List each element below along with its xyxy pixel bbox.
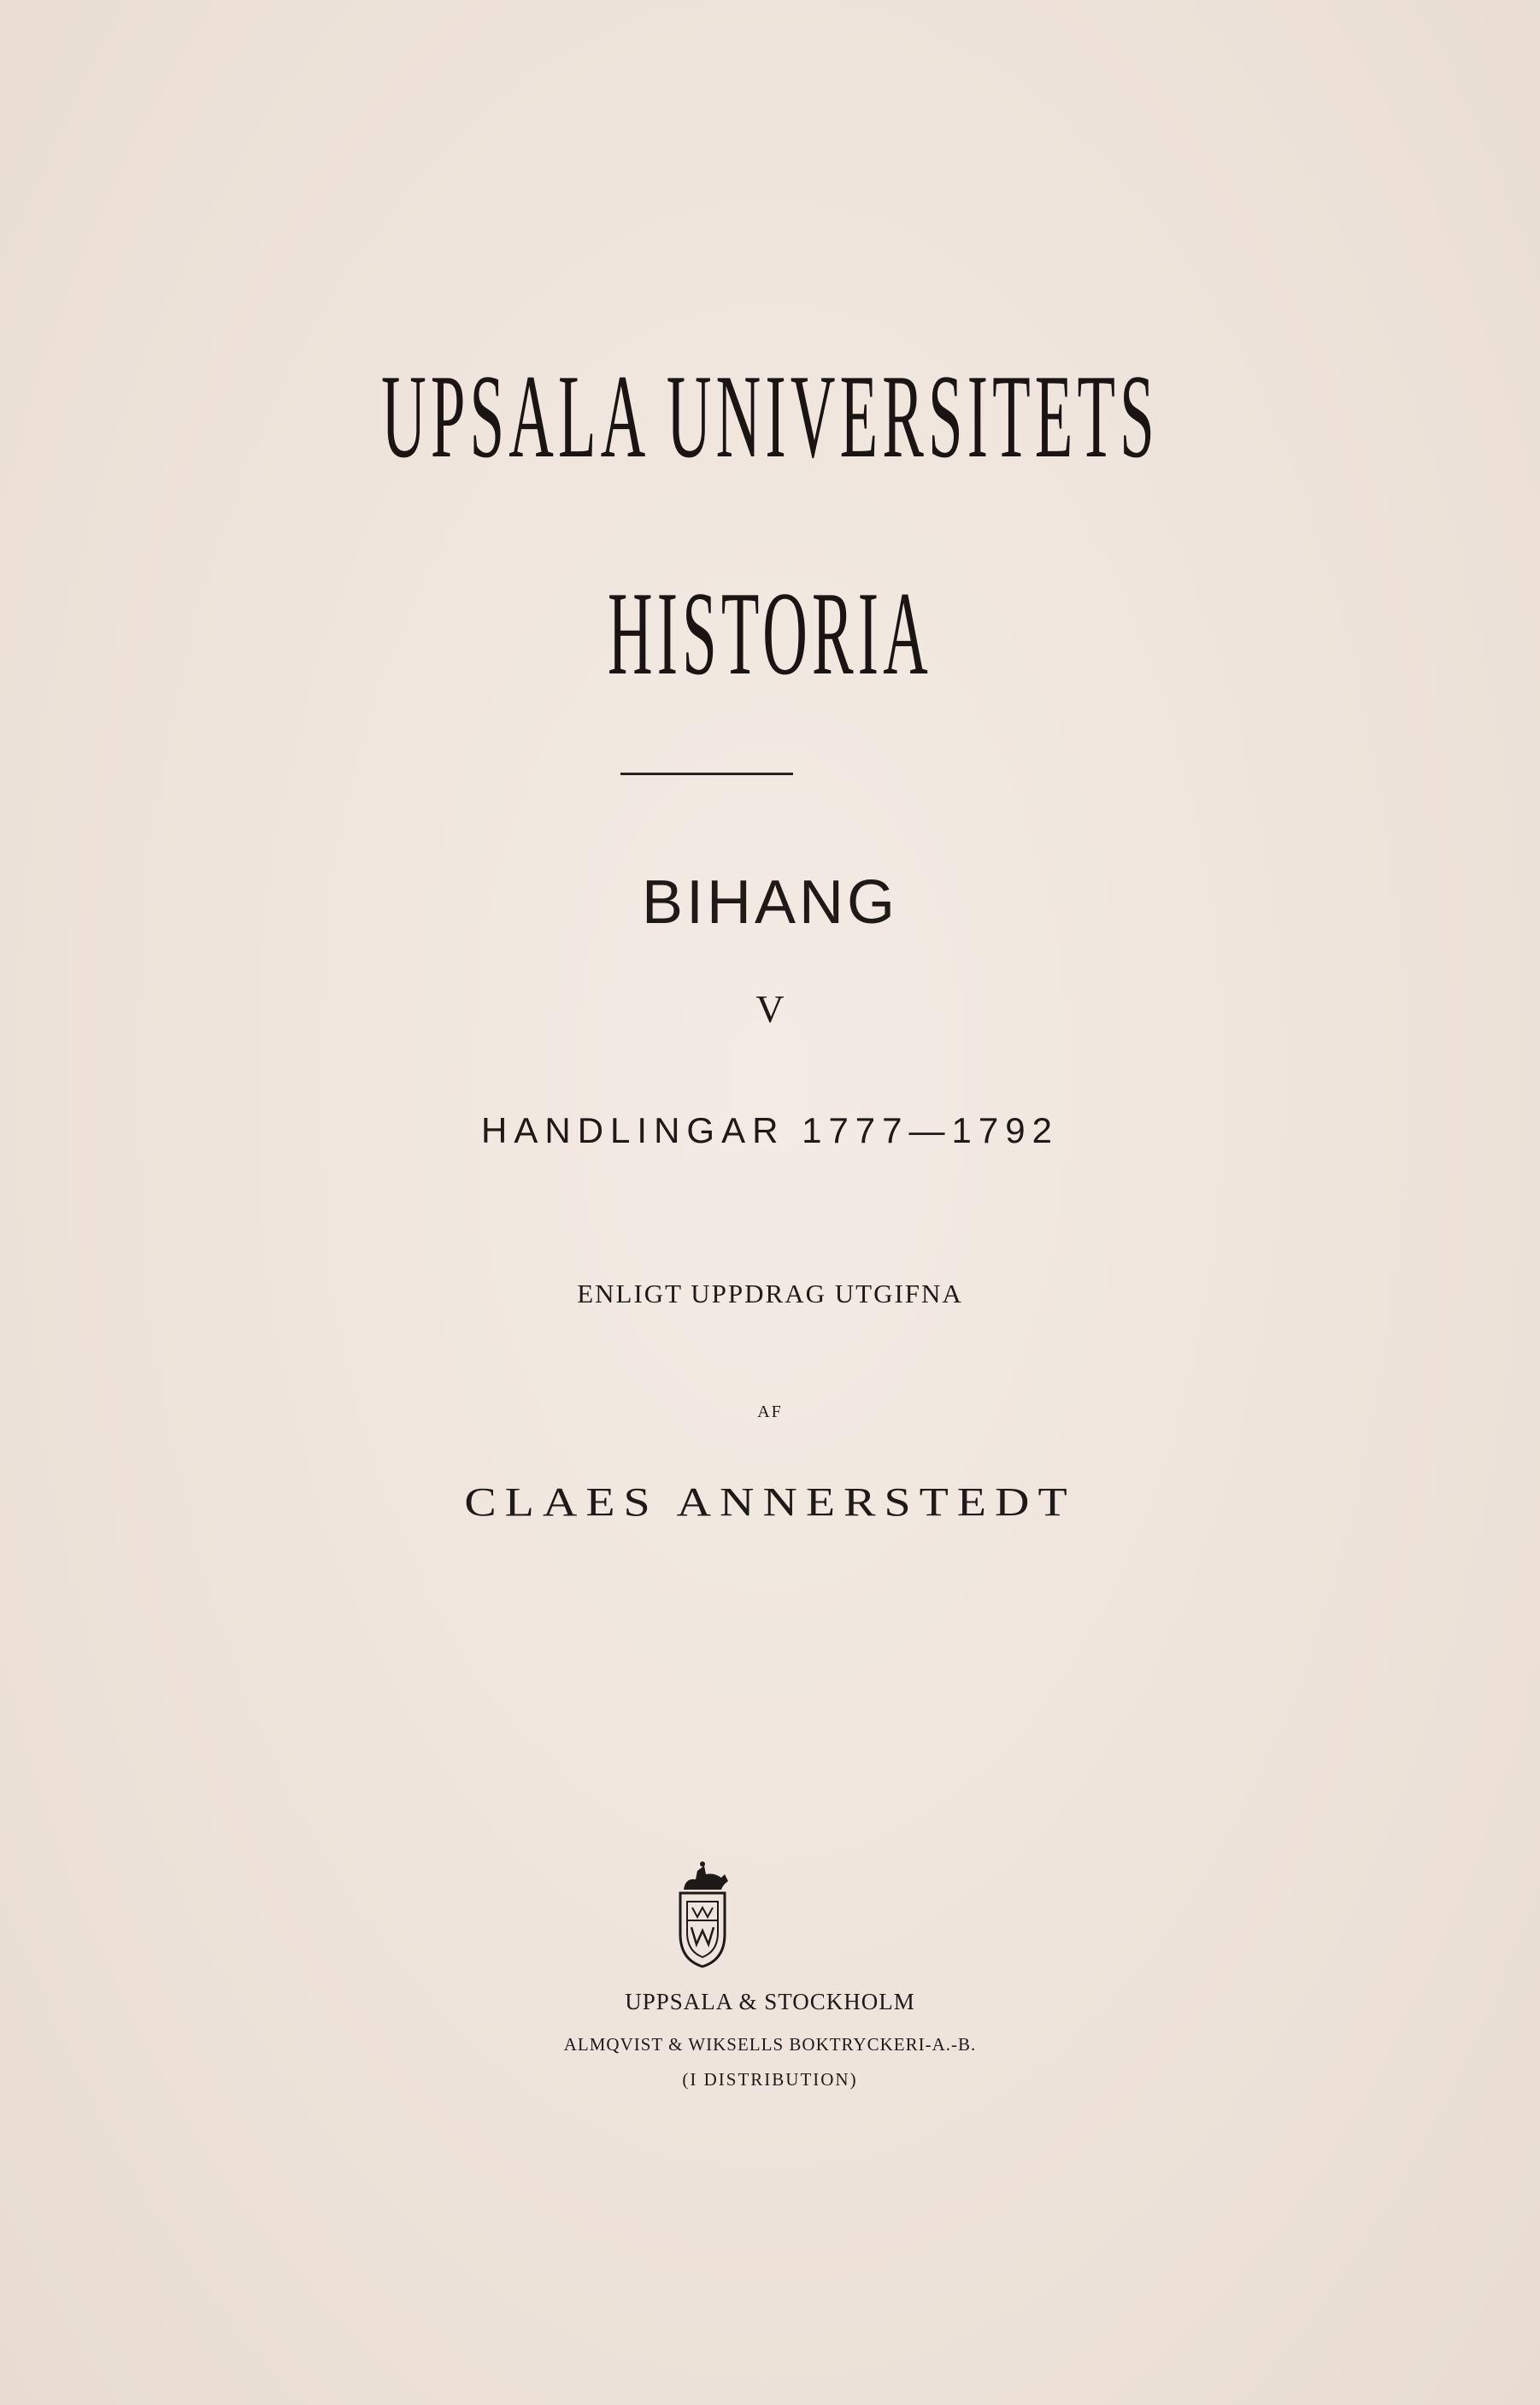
printer-mark-icon bbox=[668, 1859, 737, 1972]
by-line: AF bbox=[757, 1402, 783, 1421]
publisher-place: UPPSALA & STOCKHOLM bbox=[625, 1989, 915, 2014]
section-heading: BIHANG bbox=[641, 868, 899, 937]
volume-number: V bbox=[755, 987, 785, 1031]
commission-note: ENLIGT UPPDRAG UTGIFNA bbox=[577, 1279, 963, 1308]
title-divider bbox=[620, 773, 793, 775]
printer-name: ALMQVIST & WIKSELLS BOKTRYCKERI-A.-B. bbox=[563, 2034, 977, 2055]
subtitle: HANDLINGAR 1777—1792 bbox=[481, 1110, 1059, 1150]
book-title-line-2: HISTORIA bbox=[607, 567, 933, 700]
author-name: CLAES ANNERSTEDT bbox=[464, 1479, 1076, 1526]
distribution-note: (I DISTRIBUTION) bbox=[682, 2069, 858, 2090]
book-title-line-1: UPSALA UNIVERSITETS bbox=[381, 350, 1159, 483]
